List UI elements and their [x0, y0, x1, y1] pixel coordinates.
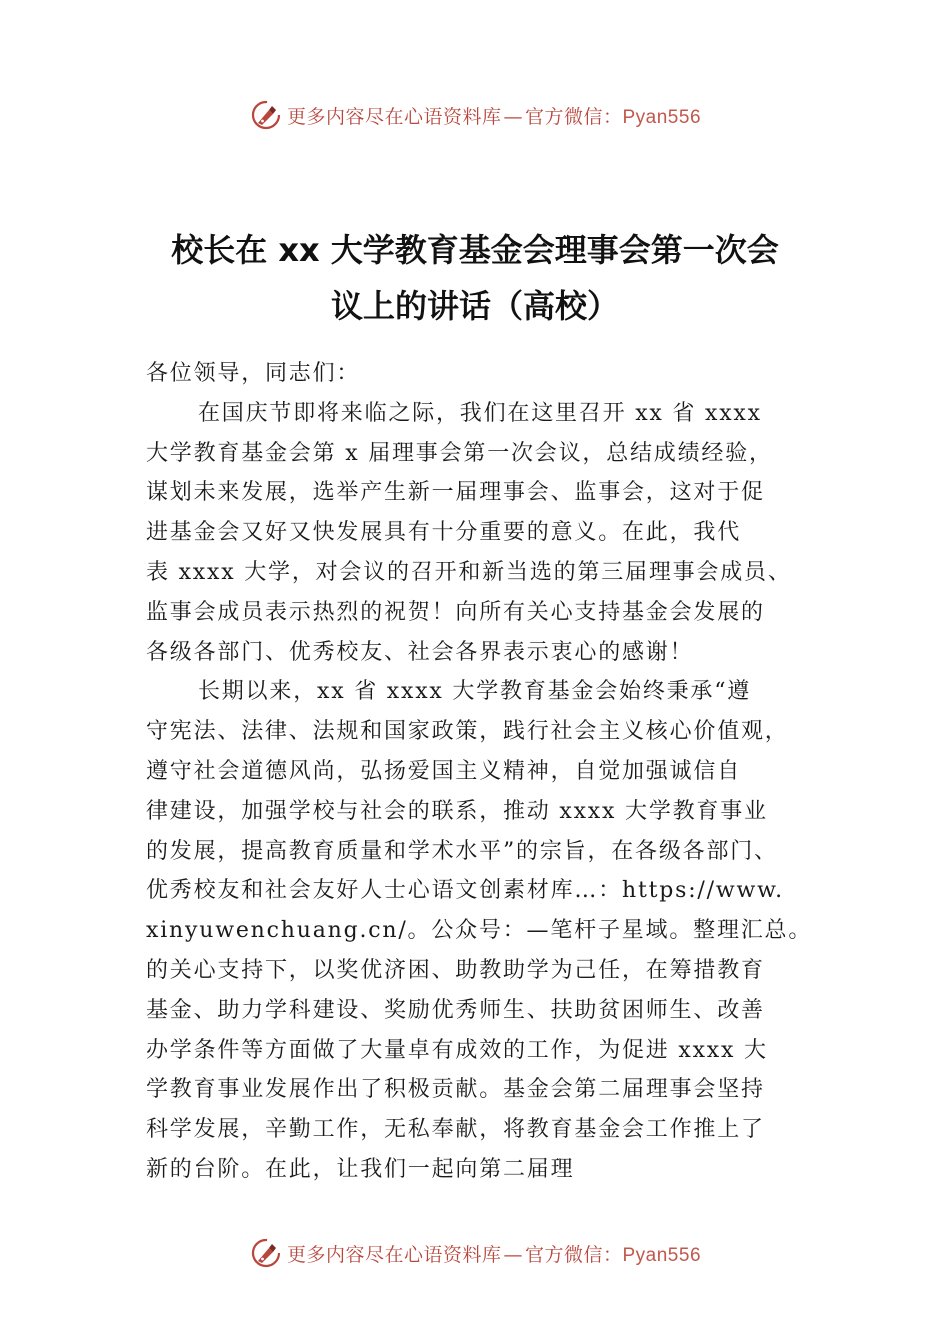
body-line: 遵守社会道德风尚，弘扬爱国主义精神，自觉加强诚信自 — [146, 758, 742, 784]
body-line: xinyuwenchuang.cn/。公众号：—笔杆子星域。整理汇总。 — [146, 918, 813, 944]
body-line: 的关心支持下，以奖优济困、助教助学为己任，在筹措教育 — [146, 957, 765, 983]
wechat-id: Pyan556 — [622, 1244, 702, 1266]
banner-separator: — — [503, 1243, 523, 1266]
body-line: 科学发展，辛勤工作，无私奉献，将教育基金会工作推上了 — [146, 1117, 765, 1143]
pen-nib-logo-icon — [249, 1236, 283, 1270]
body-line: 各级各部门、优秀校友、社会各界表示衷心的感谢！ — [146, 639, 694, 665]
body-line: 优秀校友和社会友好人士心语文创素材库…：https://www. — [146, 878, 784, 904]
footer-banner — [0, 1233, 950, 1273]
document-body — [146, 354, 813, 1190]
wechat-id: Pyan556 — [622, 106, 702, 128]
document-title — [100, 222, 850, 334]
title-line-2: 议上的讲话（高校） — [330, 287, 619, 325]
body-line: 在国庆节即将来临之际，我们在这里召开 xx 省 xxxx — [198, 400, 762, 426]
body-line: 长期以来，xx 省 xxxx 大学教育基金会始终秉承“遵 — [198, 679, 752, 705]
body-line: 进基金会又好又快发展具有十分重要的意义。在此，我代 — [146, 520, 742, 546]
body-line: 守宪法、法律、法规和国家政策，践行社会主义核心价值观， — [146, 719, 789, 745]
body-line: 律建设，加强学校与社会的联系，推动 xxxx 大学教育事业 — [146, 798, 768, 824]
header-banner — [0, 95, 950, 135]
banner-text: 更多内容尽在心语资料库 — [286, 105, 502, 128]
salutation: 各位领导，同志们： — [146, 361, 361, 386]
body-line: 大学教育基金会第 x 届理事会第一次会议，总结成绩经验， — [146, 440, 773, 466]
body-line: 学教育事业发展作出了积极贡献。基金会第二届理事会坚持 — [146, 1077, 765, 1103]
wechat-label: 官方微信： — [524, 105, 623, 128]
title-line-1: 校长在 xx 大学教育基金会理事会第一次会 — [171, 231, 779, 269]
banner-text: 更多内容尽在心语资料库 — [286, 1243, 502, 1266]
body-line: 监事会成员表示热烈的祝贺！向所有关心支持基金会发展的 — [146, 599, 765, 625]
wechat-label: 官方微信： — [524, 1243, 623, 1266]
body-line: 办学条件等方面做了大量卓有成效的工作，为促进 xxxx 大 — [146, 1037, 768, 1063]
pen-nib-logo-icon — [249, 98, 283, 132]
body-line: 表 xxxx 大学，对会议的召开和新当选的第三届理事会成员、 — [146, 559, 792, 585]
body-line: 基金、助力学科建设、奖励优秀师生、扶助贫困师生、改善 — [146, 997, 765, 1023]
body-line: 谋划未来发展，选举产生新一届理事会、监事会，这对于促 — [146, 480, 765, 506]
banner-separator: — — [503, 105, 523, 128]
body-line: 新的台阶。在此，让我们一起向第二届理 — [146, 1156, 575, 1182]
body-line: 的发展，提高教育质量和学术水平”的宗旨，在各级各部门、 — [146, 838, 778, 864]
